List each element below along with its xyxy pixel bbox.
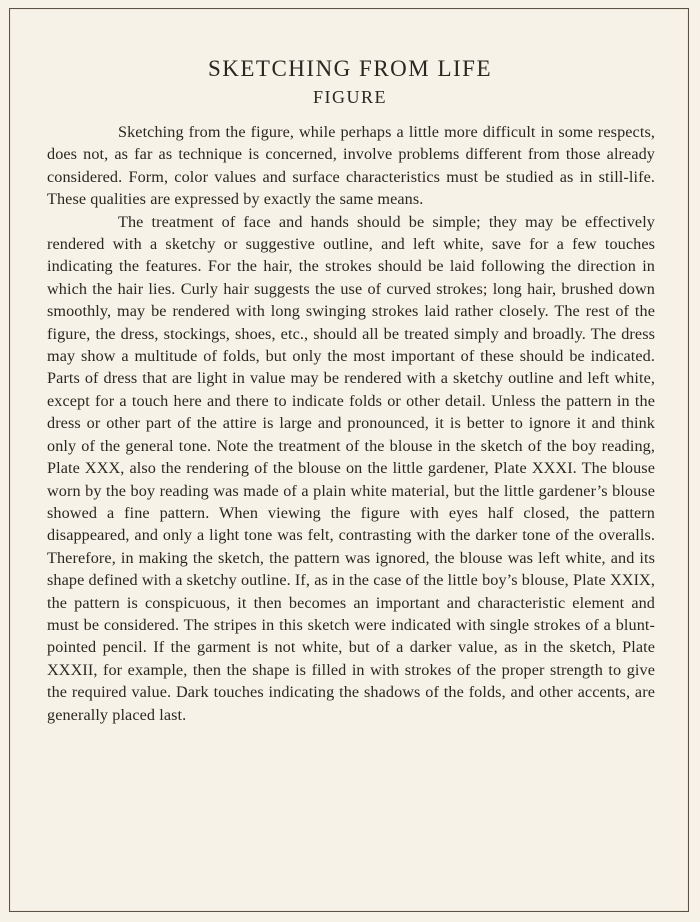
page-title: SKETCHING FROM LIFE <box>207 56 493 81</box>
body-text <box>47 121 655 726</box>
paragraph-1: Sketching from the figure, while perhaps a little more difficult in some respects, does not, as far as technique is concerned, involve problems different from those already considered. Form, color values and surface characteristics must be studied as in still-life. These qualities are expressed by exactly the same means. <box>47 123 655 209</box>
paragraph-2: The treatment of face and hands should be simple; they may be effectively rendered with a sketchy or suggestive outline, and left white, save for a few touches indicating the features. For the hair, the strokes should be laid following the direction in which the hair lies. Curly hair suggests the use of curved strokes; long hair, brushed down smoothly, may be rendered with long swinging strokes laid rather closely. The rest of the figure, the dress, stockings, shoes, etc., should all be treated simply and broadly. The dress may show a multitude of folds, but only the most important of these should be indicated. Parts of dress that are light in value may be rendered with a sketchy outline and left white, except for a touch here and there to indicate folds or other detail. Unless the pattern in the dress or other part of the attire is large and pronounced, it is better to ignore it and think only of the general tone. Note the treatment of the blouse in the sketch of the boy reading, Plate XXX, also the rendering of the blouse on the little gardener, Plate XXXI. The blouse worn by the boy reading was made of a plain white material, but the little gardener’s blouse showed a fine pattern. When viewing the figure with eyes half closed, the pattern disappeared, and only a light tone was felt, contrasting with the darker tone of the overalls. Therefore, in making the sketch, the pattern was ignored, the blouse was left white, and its shape defined with a sketchy outline. If, as in the case of the little boy’s blouse, Plate XXIX, the pattern is conspicuous, it then becomes an important and characteristic element and must be considered. The stripes in this sketch were indicated with single strokes of a blunt-pointed pencil. If the garment is not white, but of a darker value, as in the sketch, Plate XXXII, for example, then the shape is filled in with strokes of the proper strength to give the required value. Dark touches indicating the shadows of the folds, and other accents, are generally placed last. <box>47 212 655 724</box>
page-subtitle: FIGURE <box>312 87 387 107</box>
